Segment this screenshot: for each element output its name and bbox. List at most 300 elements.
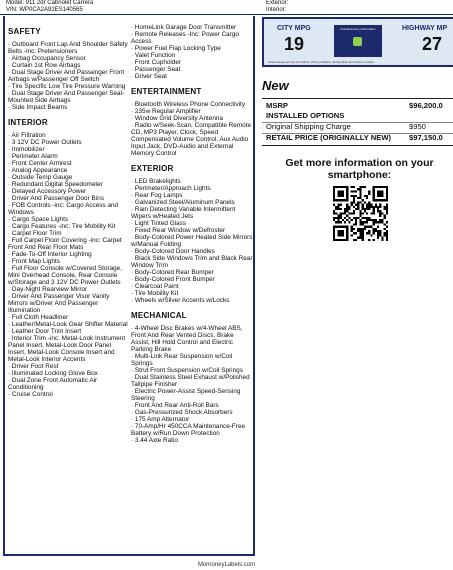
qr-module — [351, 190, 353, 192]
qr-module — [386, 206, 388, 208]
qr-module — [375, 221, 377, 223]
qr-module — [377, 234, 379, 236]
feature-item: · Window Grid Diversity Antenna — [131, 115, 223, 122]
feature-item: · Rear Fog Lamps — [131, 192, 183, 199]
section-heading: EXTERIOR — [131, 164, 174, 173]
qr-module — [342, 219, 344, 221]
qr-module — [359, 219, 361, 221]
qr-module — [351, 230, 353, 232]
qr-module — [335, 212, 337, 214]
section-gap — [131, 157, 253, 161]
qr-module — [346, 204, 348, 206]
feature-item: · Body-Colored Door Handles — [131, 248, 215, 255]
qr-module — [362, 208, 364, 210]
qr-module — [333, 226, 335, 241]
qr-module — [377, 232, 379, 234]
qr-module — [384, 217, 386, 219]
qr-module — [337, 221, 339, 223]
fuel-pump-icon — [353, 37, 362, 46]
qr-module — [351, 234, 353, 236]
feature-item: · 3.44 Axle Ratio — [131, 437, 178, 444]
feature-item: · Redundant Digital Speedometer — [8, 181, 103, 188]
feature-item: · Body-Colored Power Heated Side Mirrors w/Manual Folding — [131, 234, 253, 248]
qr-module — [353, 232, 355, 234]
feature-item: · Black Side Windows Trim and Black Rear Window Trim — [131, 255, 253, 269]
qr-module — [368, 217, 370, 219]
qr-module — [386, 230, 388, 232]
feature-item: · Dual Zone Front Automatic Air Conditioning — [8, 377, 98, 391]
feature-item: · Leather/Metal-Look Gear Shifter Material — [8, 321, 128, 328]
qr-module — [366, 217, 368, 219]
qr-module — [335, 221, 337, 223]
model-line: Model: 911 2dr Cabriolet Carrera — [6, 0, 94, 6]
qr-module — [359, 230, 361, 232]
city-mpg-label: CITY MPG — [277, 25, 311, 32]
feature-item: · Clearcoat Paint — [131, 283, 179, 290]
feature-item: · HomeLink Garage Door Transmitter — [131, 24, 237, 31]
qr-module — [368, 230, 370, 232]
feature-item: · Radio w/Seek-Scan, Compatible Remote CD, MP3 Player, Clock, Speed Compensated Volume Control, Aux Audio Input Jack, DVD-Audio and External Memory Control — [131, 122, 252, 157]
qr-module — [351, 226, 353, 228]
feature-item: · Cargo Space Lights — [8, 216, 69, 223]
qr-module — [379, 230, 381, 232]
qr-module — [357, 230, 359, 232]
qr-module — [335, 217, 337, 219]
section-gap — [8, 111, 130, 115]
qr-module — [379, 232, 381, 234]
qr-module — [373, 221, 375, 223]
feature-item: · Wheels w/Silver Accents w/Locks — [131, 297, 230, 304]
vehicle-header — [0, 0, 453, 15]
qr-module — [355, 208, 357, 210]
qr-module — [375, 230, 377, 232]
qr-module — [373, 228, 375, 230]
qr-module — [359, 221, 361, 223]
qr-module — [337, 206, 339, 208]
qr-module — [357, 197, 359, 199]
qr-module — [364, 228, 366, 230]
qr-module — [377, 221, 379, 223]
qr-module — [353, 190, 355, 192]
qr-module — [364, 221, 366, 223]
qr-module — [348, 217, 350, 219]
qr-module — [355, 195, 357, 197]
qr-module — [362, 239, 364, 241]
qr-module — [348, 206, 350, 208]
qr-module — [351, 219, 353, 221]
qr-module — [364, 186, 366, 188]
qr-module — [364, 226, 366, 228]
qr-module — [333, 239, 348, 241]
qr-module — [351, 186, 353, 188]
qr-module — [353, 197, 355, 199]
installed-options-row — [266, 111, 453, 121]
qr-module — [353, 217, 355, 219]
qr-module — [368, 232, 370, 234]
feature-item: · Driver Foot Rest — [8, 363, 59, 370]
feature-item: · Electric Power-Assist Speed-Sensing Steering — [131, 388, 241, 402]
feature-item: · Analog Appearance — [8, 167, 68, 174]
qr-module — [373, 219, 375, 221]
qr-module — [357, 206, 359, 208]
qr-module — [362, 212, 364, 214]
new-label: New — [262, 78, 289, 93]
feature-item: · 70-Amp/Hr 450CCA Maintenance-Free Battery w/Run Down Protection — [131, 423, 246, 437]
qr-module — [373, 223, 375, 225]
qr-module — [364, 201, 366, 203]
fuel-economy-logo-text: Fuel Economy Information — [340, 27, 376, 31]
qr-module — [362, 232, 364, 234]
feature-item: · Immobilizer — [8, 146, 45, 153]
qr-module — [366, 208, 368, 210]
qr-module — [386, 239, 388, 241]
feature-item: · Dual Stage Driver And Passenger Front Airbags w/Passenger Off Switch — [8, 69, 125, 83]
qr-module — [348, 208, 350, 210]
qr-module — [368, 219, 370, 221]
qr-module — [362, 228, 364, 230]
qr-module — [373, 212, 375, 214]
qr-module — [357, 204, 359, 206]
features-column-left — [8, 24, 130, 398]
qr-module — [373, 210, 375, 212]
qr-module — [348, 212, 350, 214]
qr-module — [386, 232, 388, 234]
qr-module — [346, 219, 348, 221]
qr-module — [333, 226, 348, 228]
feature-item: · Power Fuel Flap Locking Type — [131, 45, 221, 52]
qr-module — [373, 232, 375, 234]
qr-module — [359, 237, 361, 239]
qr-module — [353, 212, 355, 214]
qr-module — [359, 212, 361, 214]
feature-item: · Tire Specific Low Tire Pressure Warning — [8, 83, 126, 90]
feature-item: · Front Center Armrest — [8, 160, 72, 167]
qr-module — [351, 195, 353, 197]
qr-module — [357, 188, 359, 190]
qr-module — [359, 188, 361, 190]
qr-module — [386, 204, 388, 206]
qr-module — [359, 232, 361, 234]
highway-mpg-label: HIGHWAY MP — [402, 25, 448, 32]
feature-item: · Light Tinted Glass — [131, 220, 187, 227]
qr-module — [386, 237, 388, 239]
feature-item: · Full Carpet Floor Covering -inc: Carpet Front And Rear Floor Mats — [8, 237, 122, 251]
price-box — [262, 98, 453, 146]
qr-module — [364, 217, 366, 219]
qr-module — [379, 221, 381, 223]
qr-module — [355, 204, 357, 206]
qr-module — [337, 230, 344, 237]
section-gap — [131, 80, 253, 84]
qr-module — [359, 201, 361, 203]
feature-item: · Cargo Features -inc: Tire Mobility Kit — [8, 223, 116, 230]
qr-module — [366, 219, 368, 221]
feature-item: · Bluetooth Wireless Phone Connectivity — [131, 101, 246, 108]
qr-module — [375, 228, 377, 230]
section-heading: MECHANICAL — [131, 311, 187, 320]
qr-module — [359, 186, 361, 188]
qr-module — [353, 201, 355, 203]
qr-module — [353, 206, 355, 208]
section-heading: INTERIOR — [8, 118, 48, 127]
mpg-fine-print: Actual mileage will vary with options, driving conditions, driving habits and vehicle's condition — [268, 61, 375, 64]
qr-module — [362, 199, 364, 201]
feature-item: · 235w Regular Amplifier — [131, 108, 201, 115]
qr-module — [386, 208, 388, 210]
qr-module — [355, 239, 357, 241]
qr-module — [333, 204, 335, 206]
qr-module — [384, 215, 386, 217]
qr-module — [337, 217, 339, 219]
feature-item: · LED Brakelights — [131, 178, 181, 185]
feature-item: · Leather Door Trim Insert — [8, 328, 82, 335]
qr-module — [373, 239, 375, 241]
highway-mpg-value: 27 — [422, 34, 443, 54]
qr-module — [362, 230, 364, 232]
qr-module — [377, 206, 379, 208]
qr-module — [355, 217, 357, 219]
feature-item: · Air Filtration — [8, 132, 46, 139]
qr-module — [373, 186, 388, 188]
qr-module — [375, 204, 377, 206]
qr-module — [379, 210, 381, 212]
qr-module — [379, 234, 381, 236]
qr-module — [359, 223, 361, 225]
qr-module — [381, 239, 383, 241]
qr-module — [364, 208, 366, 210]
qr-module — [357, 217, 359, 219]
qr-module — [364, 210, 366, 212]
qr-module — [359, 228, 361, 230]
qr-module — [333, 199, 348, 201]
msrp-label: MSRP — [266, 101, 288, 110]
feature-item: · 3 12V DC Power Outlets — [8, 139, 82, 146]
qr-module — [335, 206, 337, 208]
qr-module — [379, 219, 381, 221]
qr-module — [353, 186, 355, 188]
qr-module — [346, 186, 348, 201]
city-mpg-value: 19 — [284, 34, 305, 54]
qr-module — [370, 204, 372, 206]
qr-module — [337, 204, 339, 206]
feature-item: · Fixed Rear Window w/Defroster — [131, 227, 226, 234]
exterior-label: Exterior: — [266, 0, 289, 6]
qr-module — [362, 186, 364, 188]
qr-module — [386, 186, 388, 201]
qr-module — [351, 204, 353, 206]
qr-module — [333, 186, 348, 188]
qr-module — [384, 234, 386, 236]
feature-item: · Driver Seat — [131, 73, 167, 80]
feature-item: · Interior Trim -inc: Metal-Look Instrument Panel Insert, Metal-Look Door Panel Insert, Metal-Look Console Insert and Metal-Look Interior Accents — [8, 335, 126, 363]
qr-module — [353, 223, 355, 225]
qr-module — [381, 212, 383, 214]
qr-module — [337, 215, 339, 217]
features-column-right — [131, 24, 253, 444]
qr-module — [355, 232, 357, 234]
qr-module — [357, 201, 359, 203]
qr-module — [340, 215, 342, 217]
feature-item: · Front Cupholder — [131, 59, 182, 66]
qr-module — [377, 230, 379, 232]
qr-module — [364, 195, 366, 197]
qr-module — [386, 221, 388, 223]
qr-module — [359, 210, 361, 212]
qr-module — [370, 219, 372, 221]
qr-module — [351, 212, 353, 214]
qr-module — [366, 212, 368, 214]
qr-module — [353, 199, 355, 201]
feature-item: · Illuminated Locking Glove Box — [8, 370, 98, 377]
qr-module — [377, 208, 379, 210]
qr-module — [340, 212, 342, 214]
feature-item: · Strut Front Suspension w/Coil Springs — [131, 367, 243, 374]
feature-item: · Rain Detecting Variable Intermittent Wipers w/Heated Jets — [131, 206, 236, 220]
qr-module — [373, 199, 388, 201]
qr-module — [355, 223, 357, 225]
feature-item: · Full Cloth Headliner — [8, 314, 69, 321]
feature-item: · Multi-Link Rear Suspension w/Coil Springs — [131, 353, 233, 367]
feature-item: · Delayed Accessory Power — [8, 188, 87, 195]
qr-module — [340, 208, 342, 210]
retail-price-label: RETAIL PRICE (ORIGINALLY NEW) — [266, 133, 392, 142]
qr-module — [357, 208, 359, 210]
qr-module — [384, 228, 386, 230]
qr-module — [359, 197, 361, 199]
qr-module — [353, 239, 355, 241]
feature-item: · Driver And Passenger Visor Vanity Mirrors w/Driver And Passenger Illumination — [8, 293, 110, 314]
qr-module — [368, 190, 370, 192]
qr-module — [344, 208, 346, 210]
feature-item: · Full Floor Console w/Covered Storage, Mini Overhead Console, Rear Console w/Storage and 3 12V DC Power Outlets — [8, 265, 123, 286]
qr-module — [384, 223, 386, 225]
section-heading: SAFETY — [8, 27, 41, 36]
qr-module — [351, 228, 353, 230]
qr-module — [362, 217, 364, 219]
qr-module — [368, 193, 370, 195]
qr-module — [353, 195, 355, 197]
feature-item: · Fade-To-Off Interior Lighting — [8, 251, 92, 258]
qr-module — [353, 210, 355, 212]
qr-module — [366, 226, 368, 228]
qr-module — [366, 221, 368, 223]
feature-item: · Body-Colored Rear Bumper — [131, 269, 214, 276]
qr-module — [337, 190, 344, 197]
qr-module — [333, 186, 335, 201]
qr-module — [362, 204, 364, 206]
qr-module — [366, 206, 368, 208]
qr-module — [344, 212, 346, 214]
qr-module — [346, 215, 348, 217]
retail-price-row — [266, 133, 453, 143]
qr-module — [375, 219, 377, 221]
qr-module — [366, 197, 368, 199]
qr-module — [379, 215, 381, 217]
feature-item: · Side Impact Beams — [8, 104, 68, 111]
qr-module — [370, 226, 372, 228]
qr-module — [362, 234, 364, 236]
feature-item: · 4-Wheel Disc Brakes w/4-Wheel ABS, Front And Rear Vented Discs, Brake Assist, Hill Hold Control and Electric Parking Brake — [131, 325, 243, 353]
qr-module — [359, 215, 361, 217]
qr-module — [337, 219, 339, 221]
qr-module — [366, 204, 368, 206]
footer-site: MonroneyLabels.com — [197, 562, 256, 568]
qr-module — [355, 190, 357, 192]
smartphone-info-text: Get more information on your smartphone: — [285, 157, 434, 181]
qr-module — [368, 226, 370, 228]
qr-module — [386, 234, 388, 236]
qr-module — [340, 204, 342, 206]
qr-module — [381, 219, 383, 221]
qr-module — [351, 201, 353, 203]
fuel-economy-box — [262, 17, 453, 67]
feature-item: · Tire Mobility Kit — [131, 290, 179, 297]
qr-module — [379, 204, 381, 206]
feature-item: · Carpet Floor Trim — [8, 230, 62, 237]
shipping-value: $950 — [409, 122, 426, 131]
section-heading: ENTERTAINMENT — [131, 87, 202, 96]
feature-item: · Front And Rear Anti-Roll Bars — [131, 402, 219, 409]
qr-module — [359, 195, 361, 197]
qr-module — [362, 237, 364, 239]
qr-module — [368, 201, 370, 203]
qr-module — [359, 234, 361, 236]
retail-price-value: $97,150.0 — [409, 133, 443, 142]
qr-module — [362, 221, 364, 223]
qr-module — [377, 190, 384, 197]
qr-module — [333, 210, 335, 212]
feature-item: · Body-Colored Front Bumper — [131, 276, 215, 283]
qr-module — [373, 208, 375, 210]
qr-module — [353, 228, 355, 230]
feature-item: · Passenger Seat — [131, 66, 181, 73]
qr-module — [377, 237, 379, 239]
qr-module — [370, 206, 372, 208]
qr-module — [379, 206, 381, 208]
qr-module — [368, 208, 370, 210]
feature-item: · Galvanized Steel/Aluminum Panels — [131, 199, 235, 206]
vin-line: VIN: WP0CA2A92ES140565 — [6, 6, 83, 13]
qr-module — [362, 206, 364, 208]
qr-module — [368, 206, 370, 208]
feature-item: · Dual Stage Driver And Passenger Seat-Mounted Side Airbags — [8, 90, 125, 104]
msrp-row — [266, 101, 453, 111]
qr-module — [346, 210, 348, 212]
qr-module — [377, 226, 379, 228]
qr-module — [386, 226, 388, 228]
qr-module — [333, 212, 335, 214]
feature-item: · Driver And Passenger Door Bins — [8, 195, 104, 202]
qr-module — [346, 226, 348, 241]
qr-module — [344, 221, 346, 223]
qr-code — [333, 186, 388, 241]
qr-module — [359, 193, 361, 195]
qr-module — [368, 239, 370, 241]
qr-module — [366, 195, 368, 197]
feature-item: · Dual Stainless Steel Exhaust w/Polished Tailpipe Finisher — [131, 374, 250, 388]
qr-module — [370, 212, 372, 214]
qr-module — [386, 210, 388, 212]
interior-label: Interior: — [266, 6, 287, 13]
qr-module — [381, 237, 383, 239]
qr-module — [355, 219, 357, 221]
qr-module — [373, 206, 375, 208]
qr-module — [335, 208, 337, 210]
qr-module — [362, 223, 364, 225]
qr-module — [368, 204, 370, 206]
shipping-label: Original Shipping Charge — [266, 122, 351, 131]
qr-module — [377, 210, 379, 212]
